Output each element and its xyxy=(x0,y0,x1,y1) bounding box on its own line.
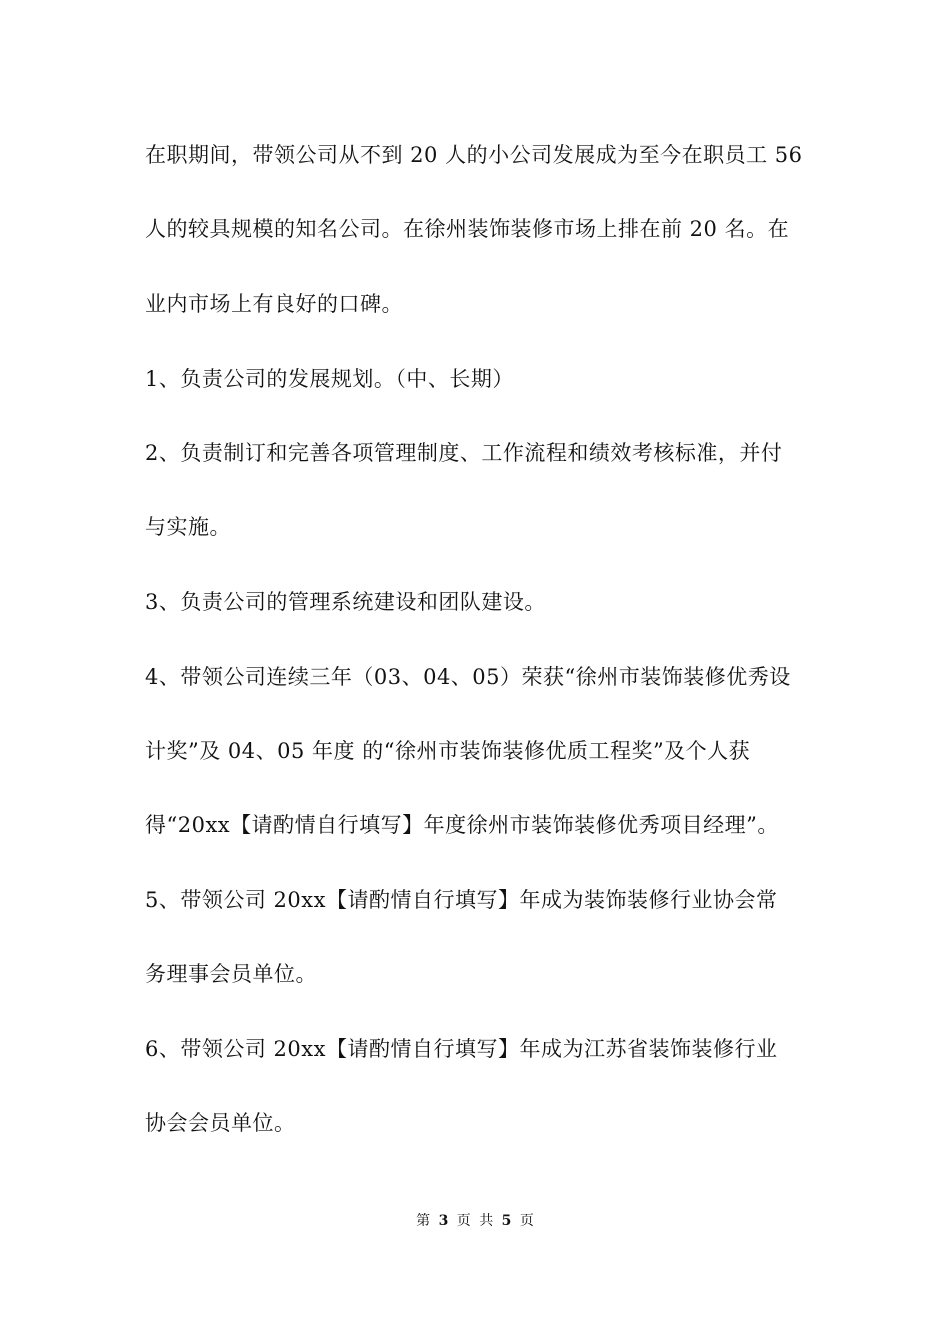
body-line-13: 6、带领公司 20xx【请酌情自行填写】年成为江苏省装饰装修行业 xyxy=(145,1037,778,1061)
footer-total-pages: 5 xyxy=(501,1213,512,1229)
footer-current-page: 3 xyxy=(438,1213,449,1229)
body-line-11: 5、带领公司 20xx【请酌情自行填写】年成为装饰装修行业协会常 xyxy=(145,888,778,912)
page-footer xyxy=(0,1212,950,1230)
body-line-8: 4、带领公司连续三年（03、04、05）荣获“徐州市装饰装修优秀设 xyxy=(145,665,791,689)
body-line-1: 在职期间，带领公司从不到 20 人的小公司发展成为至今在职员工 56 xyxy=(145,143,803,167)
body-line-7: 3、负责公司的管理系统建设和团队建设。 xyxy=(145,590,546,614)
body-line-3: 业内市场上有良好的口碑。 xyxy=(145,292,403,316)
body-line-14: 协会会员单位。 xyxy=(145,1111,296,1135)
footer-page-word: 页 xyxy=(456,1213,471,1229)
body-line-4: 1、负责公司的发展规划。（中、长期） xyxy=(145,367,514,391)
footer-prefix: 第 xyxy=(416,1213,431,1229)
body-line-6: 与实施。 xyxy=(145,515,231,539)
body-line-9: 计奖”及 04、05 年度 的“徐州市装饰装修优质工程奖”及个人获 xyxy=(145,739,751,763)
body-line-10: 得“20xx【请酌情自行填写】年度徐州市装饰装修优秀项目经理”。 xyxy=(145,813,779,837)
body-line-2: 人的较具规模的知名公司。在徐州装饰装修市场上排在前 20 名。在 xyxy=(145,217,790,241)
body-line-5: 2、负责制订和完善各项管理制度、工作流程和绩效考核标准，并付 xyxy=(145,441,783,465)
body-line-12: 务理事会员单位。 xyxy=(145,962,317,986)
footer-total-word: 共 xyxy=(479,1213,494,1229)
footer-suffix: 页 xyxy=(519,1213,534,1229)
